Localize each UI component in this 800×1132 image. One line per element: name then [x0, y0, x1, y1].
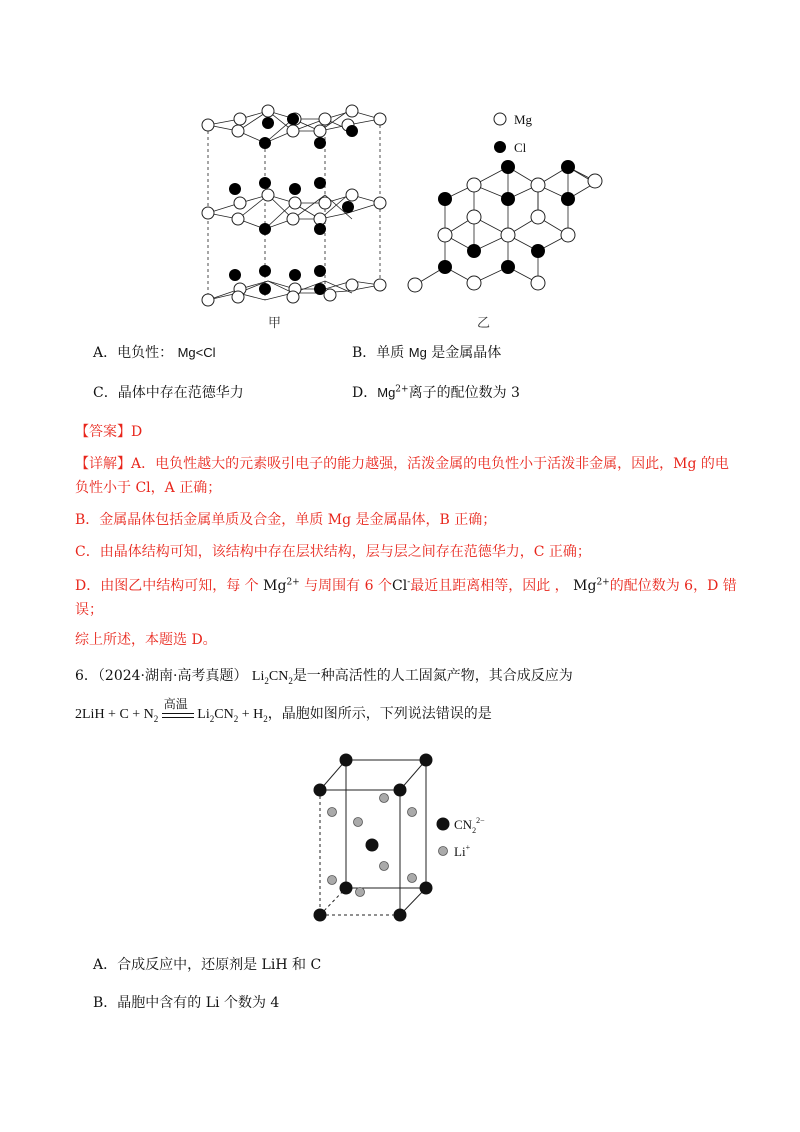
option-d-base: Mg	[377, 385, 396, 400]
mg-legend-marker	[494, 113, 506, 125]
eq-left: 2LiH + C + N	[75, 707, 154, 722]
li-legend-marker	[439, 847, 448, 856]
option-c-text: C．晶体中存在范德华力	[93, 385, 244, 401]
explanation-line-2: 负性小于 Cl，A 正确；	[75, 480, 222, 496]
line-d-part1: D．由图乙中结构可知，每 个	[75, 578, 259, 594]
unit-cell-cn-ions	[314, 754, 433, 922]
eq-arrow	[162, 696, 194, 722]
option-a	[93, 343, 216, 363]
jia-atoms	[202, 105, 386, 306]
option-b-suffix: 是金属晶体	[431, 345, 502, 361]
option-b	[352, 343, 501, 363]
li-legend-label: Li+	[454, 843, 471, 859]
cn-legend-label: $CN_2^{2-}$	[454, 816, 485, 835]
q6-formula: $Li_2CN_2$	[251, 669, 293, 686]
line-d-part4: 的配位数为 6，D 错	[609, 578, 737, 594]
eq-left-sub: 2	[153, 713, 159, 724]
cn-legend-marker	[437, 818, 450, 831]
option-d	[352, 383, 520, 403]
q6-option-b: B．晶胞中含有的 Li 个数为 4	[93, 995, 280, 1011]
unit-cell-legend	[437, 816, 486, 859]
line-d-cl: Cl	[391, 578, 408, 594]
line-d-mg-2: Mg	[573, 578, 597, 594]
explanation-line-d-end: 误；	[75, 602, 103, 618]
q6-equation-line: $2LiH + C + N_2$ 高温 $Li_2CN_2 + H_2$，晶胞如图所示，下列说法错误的是	[75, 704, 492, 725]
line-d-mg-sup: 2+	[286, 577, 300, 588]
q6-source: （2024·湖南·高考真题）	[97, 668, 248, 684]
eq-double-line	[162, 713, 194, 718]
option-d-prefix: D．	[352, 385, 378, 401]
explanation-line-b: B．金属晶体包括金属单质及合金，单质 Mg 是金属晶体，B 正确；	[75, 512, 497, 528]
crystal-structure-figure	[190, 95, 630, 335]
q6-intro: 是一种高活性的人工固氮产物，其合成反应为	[292, 668, 573, 684]
eq-tail: ，晶胞如图所示，下列说法错误的是	[267, 706, 492, 722]
option-c	[93, 383, 244, 403]
line-d-part2: 与周围有 6 个	[304, 578, 392, 594]
option-b-formula: Mg	[408, 345, 427, 360]
answer-line	[75, 422, 142, 442]
line-d-cl-sup: -	[407, 577, 411, 588]
option-a-formula: Mg<Cl	[177, 345, 216, 360]
line-d-part3: 最近且距离相等，因此 ，	[410, 578, 569, 594]
figure1-legend	[494, 112, 533, 155]
option-b-prefix: B．单质	[352, 345, 405, 361]
explanation-line-d	[75, 576, 737, 596]
eq-condition: 高温	[163, 696, 188, 711]
answer-value: D	[131, 424, 143, 440]
explanation-line-c: C．由晶体结构可知，该结构中存在层状结构，层与层之间存在范德华力，C 正确；	[75, 544, 591, 560]
cl-legend-label: Cl	[514, 140, 527, 155]
caption-jia: 甲	[268, 315, 282, 330]
q6-stem-line-1	[75, 666, 573, 687]
option-d-suffix: 离子的配位数为 3	[408, 385, 520, 401]
cl-legend-marker	[494, 141, 506, 153]
mg-legend-label: Mg	[514, 112, 533, 127]
option-d-sup: 2+	[395, 384, 409, 395]
line-d-mg-sup-2: 2+	[596, 577, 610, 588]
unit-cell-figure	[300, 745, 540, 945]
option-a-prefix: A．电负性：	[93, 345, 174, 361]
explanation-summary: 综上所述，本题选 D。	[75, 632, 217, 648]
q6-option-a: A．合成反应中，还原剂是 LiH 和 C	[93, 957, 322, 973]
answer-label: 【答案】	[75, 424, 131, 440]
caption-yi: 乙	[477, 315, 491, 330]
q6-number: 6．	[75, 668, 98, 684]
explanation-line-1: 【详解】A．电负性越大的元素吸引电子的能力越强，活泼金属的电负性小于活泼非金属，因此，Mg 的电	[75, 456, 729, 472]
line-d-mg: Mg	[263, 578, 287, 594]
